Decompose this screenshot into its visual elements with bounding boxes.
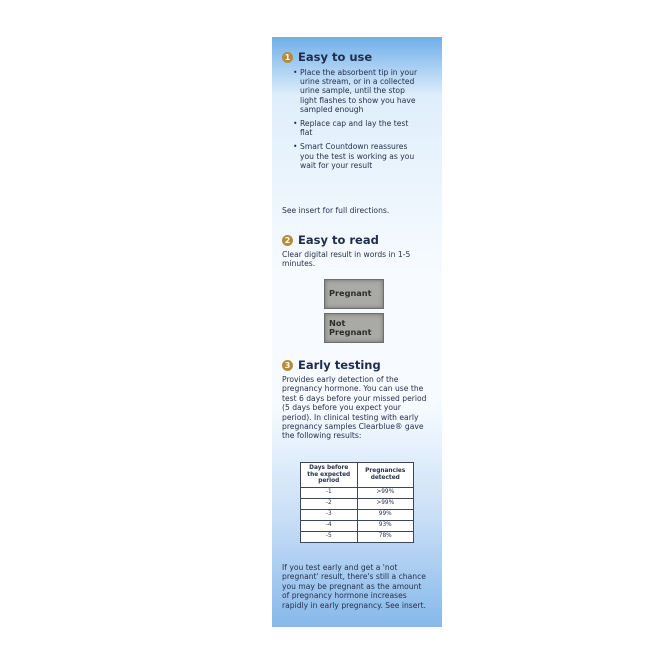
table-cell: -5	[301, 531, 358, 542]
step-number-badge: 2	[282, 235, 293, 246]
table-row	[301, 531, 414, 542]
section-heading	[282, 50, 434, 64]
table-row	[301, 509, 414, 520]
table-cell: >99%	[357, 487, 414, 498]
table-row	[301, 520, 414, 531]
table-row	[301, 487, 414, 498]
list-item: • Replace cap and lay the test flat	[293, 119, 418, 137]
section-early-testing	[282, 358, 434, 441]
section-heading	[282, 233, 434, 247]
table-header-row	[301, 463, 414, 488]
lcd-text: Not Pregnant	[329, 317, 372, 337]
lcd-display-not-pregnant	[324, 313, 384, 343]
table-cell: -3	[301, 509, 358, 520]
table-row	[301, 498, 414, 509]
section-title: Easy to read	[298, 233, 379, 247]
early-result-footnote: If you test early and get a 'not pregnant' result, there's still a chance you may be pregnant as the amount of pregnancy hormone increases rapidly in early pregnancy. See insert.	[282, 563, 426, 610]
package-side-panel	[272, 37, 442, 627]
table-cell: -4	[301, 520, 358, 531]
table-cell: -2	[301, 498, 358, 509]
table-header-cell: Pregnancies detected	[357, 463, 414, 488]
table-cell: 93%	[357, 520, 414, 531]
table-cell: >99%	[357, 498, 414, 509]
table-cell: 78%	[357, 531, 414, 542]
section-heading	[282, 358, 434, 372]
lcd-text: Pregnant	[329, 288, 372, 299]
lcd-display-pregnant	[324, 279, 384, 309]
section-text: Provides early detection of the pregnancy hormone. You can use the test 6 days before your missed period (5 days before you expect your period). In clinical testing with early pregnancy samples Clearblue® gave the following results:	[282, 375, 427, 441]
step-number-badge: 3	[282, 360, 293, 371]
section-text: Clear digital result in words in 1-5 minutes.	[282, 250, 411, 269]
table-header-cell: Days before the expected period	[301, 463, 358, 488]
step-number-badge: 1	[282, 52, 293, 63]
list-item: • Smart Countdown reassures you the test is working as you wait for your result	[293, 142, 418, 170]
table-cell: -1	[301, 487, 358, 498]
table-cell: 99%	[357, 509, 414, 520]
section-easy-to-read	[282, 233, 434, 269]
section-easy-to-use	[282, 50, 434, 175]
section-title: Easy to use	[298, 50, 373, 64]
results-table	[300, 462, 414, 543]
section-title: Early testing	[298, 358, 381, 372]
instructions-list	[282, 68, 434, 170]
list-item: • Place the absorbent tip in your urine stream, or in a collected urine sample, until the stop light flashes to show you have sampled enough	[293, 68, 418, 114]
see-insert-note: See insert for full directions.	[282, 206, 390, 215]
